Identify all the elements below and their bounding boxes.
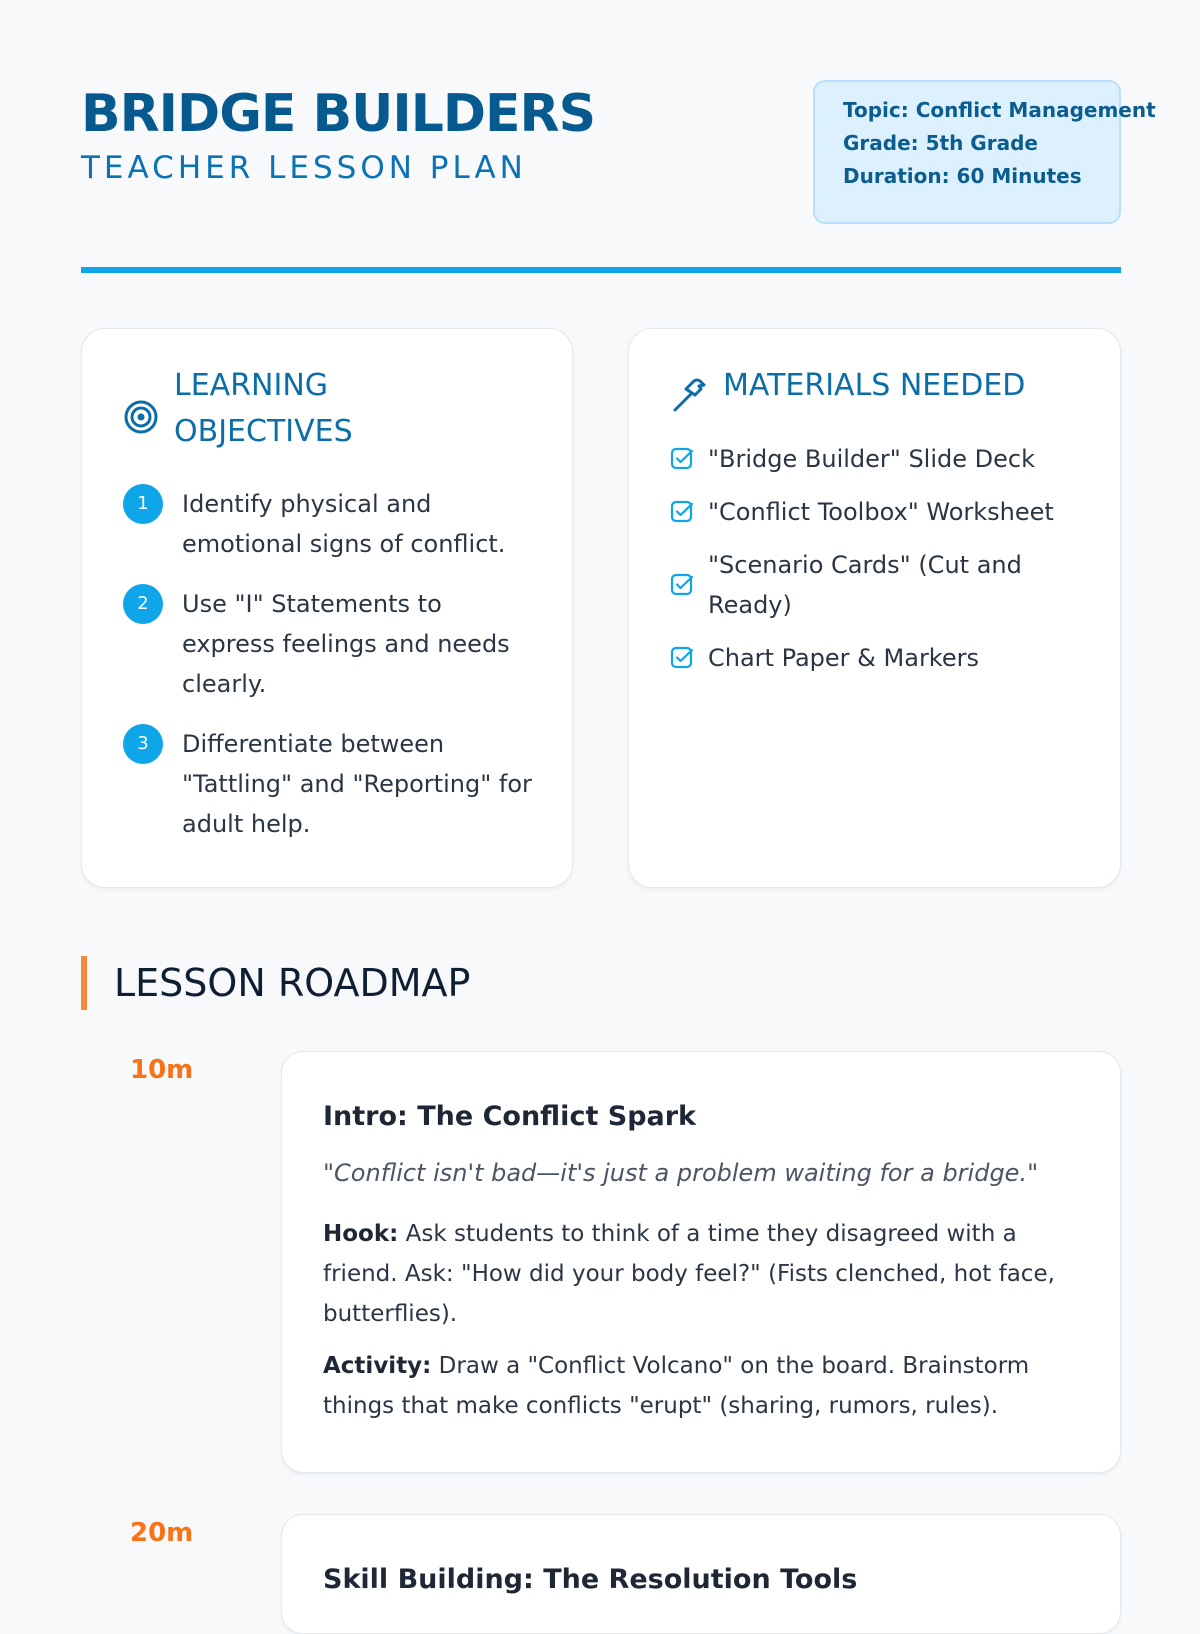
checkbox-checked-icon <box>670 646 694 670</box>
info-grade: Grade: 5th Grade <box>843 131 1038 155</box>
header-divider <box>81 267 1121 273</box>
material-text: "Bridge Builder" Slide Deck <box>708 445 1035 473</box>
step-hook-text: Ask students to think of a time they disagreed with a friend. Ask: "How did your body feel?" (Fists clenched, hot face, butterflies). <box>323 1221 1055 1327</box>
material-item <box>670 638 1090 678</box>
objective-number-badge: 1 <box>123 484 163 524</box>
objectives-card <box>81 328 573 888</box>
target-icon <box>123 399 159 435</box>
objective-number-badge: 2 <box>123 584 163 624</box>
step-hook <box>323 1214 1080 1334</box>
roadmap-step-card <box>281 1051 1121 1473</box>
material-item <box>670 492 1090 532</box>
step-activity-text: Draw a "Conflict Volcano" on the board. Brainstorm things that make conflicts "erupt" (sharing, rumors, rules). <box>323 1353 1030 1419</box>
checkbox-checked-icon <box>670 447 694 471</box>
objective-text: Use "I" Statements to express feelings and needs clearly. <box>182 590 510 698</box>
objectives-title: LEARNING OBJECTIVES <box>174 368 353 449</box>
roadmap-title: LESSON ROADMAP <box>114 961 471 1005</box>
objective-item <box>123 584 533 704</box>
step-title: Skill Building: The Resolution Tools <box>323 1564 858 1595</box>
roadmap-heading <box>81 956 681 1010</box>
info-duration: Duration: 60 Minutes <box>843 164 1082 188</box>
objective-number-badge: 3 <box>123 724 163 764</box>
objective-item <box>123 724 533 844</box>
step-activity <box>323 1346 1080 1426</box>
materials-card <box>628 328 1121 888</box>
roadmap-accent-bar <box>81 956 87 1010</box>
step-time: 20m <box>130 1518 194 1548</box>
page-subtitle: TEACHER LESSON PLAN <box>81 150 527 186</box>
checkbox-checked-icon <box>670 500 694 524</box>
materials-list <box>670 439 1090 691</box>
material-text: "Conflict Toolbox" Worksheet <box>708 498 1054 526</box>
materials-title: MATERIALS NEEDED <box>723 368 1026 403</box>
objectives-list <box>123 484 533 864</box>
step-hook-label: Hook: <box>323 1221 399 1247</box>
page-title: BRIDGE BUILDERS <box>81 84 596 144</box>
objective-text: Identify physical and emotional signs of conflict. <box>182 490 506 558</box>
step-title: Intro: The Conflict Spark <box>323 1101 697 1132</box>
step-quote: "Conflict isn't bad—it's just a problem waiting for a bridge." <box>323 1159 1039 1187</box>
material-item <box>670 439 1090 479</box>
checkbox-checked-icon <box>670 573 694 597</box>
hammer-icon <box>669 375 709 415</box>
lesson-info-box <box>813 80 1156 224</box>
material-item <box>670 545 1090 625</box>
objective-text: Differentiate between "Tattling" and "Reporting" for adult help. <box>182 730 532 838</box>
material-text: Chart Paper & Markers <box>708 644 979 672</box>
step-activity-label: Activity: <box>323 1353 432 1379</box>
roadmap-step-card <box>281 1514 1121 1634</box>
header <box>81 80 1156 240</box>
objective-item <box>123 484 533 564</box>
material-text: "Scenario Cards" (Cut and Ready) <box>708 551 1022 619</box>
step-time: 10m <box>130 1055 194 1085</box>
info-topic: Topic: Conflict Management <box>843 98 1156 122</box>
